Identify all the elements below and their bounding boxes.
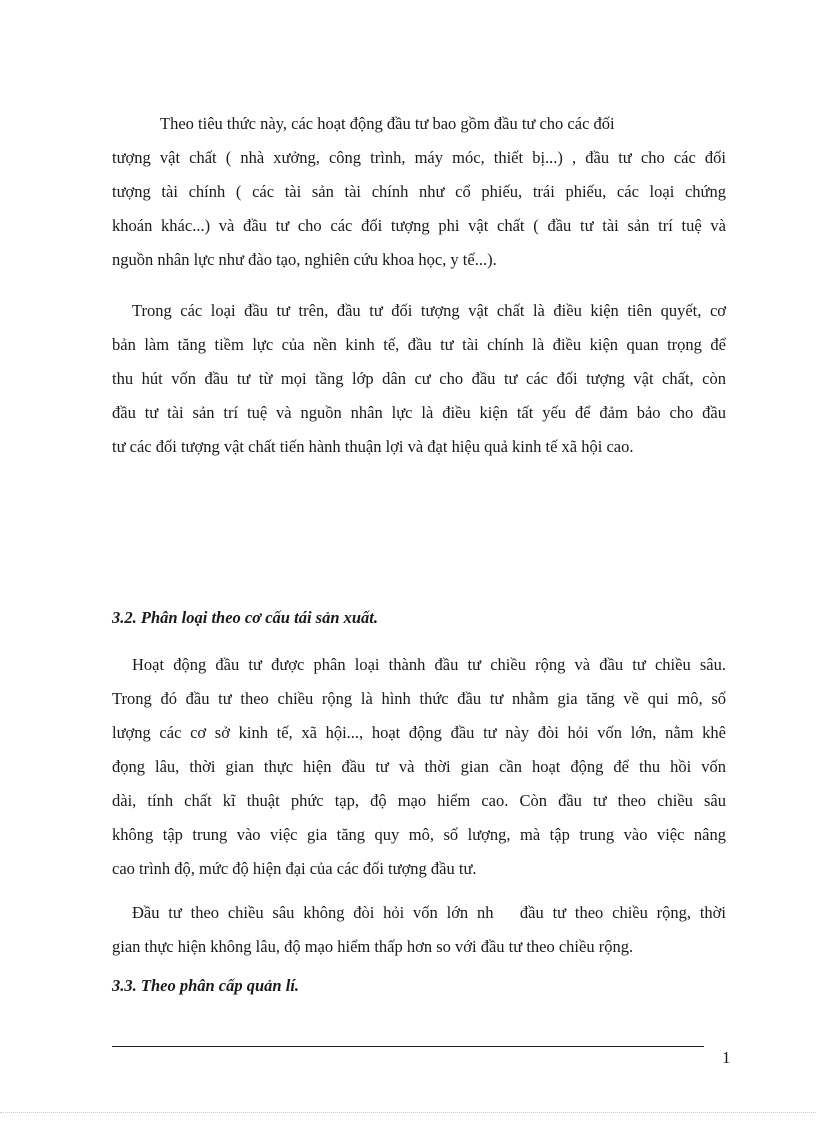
text-line: khoán khác...) và đầu tư cho các đối tượng phi vật chất ( đầu tư tài sản trí tuệ và: [112, 216, 726, 235]
text-line: tượng tài chính ( các tài sản tài chính như cổ phiếu, trái phiếu, các loại chứng: [112, 182, 726, 201]
text-line: Hoạt động đầu tư được phân loại thành đầu tư chiều rộng và đầu tư chiều sâu.: [132, 655, 726, 674]
paragraph-width-depth-investment: [112, 648, 726, 886]
paragraph-investment-priority: [112, 294, 726, 464]
text-line: nguồn nhân lực như đào tạo, nghiên cứu khoa học, y tế...).: [112, 250, 497, 269]
text-line: bản làm tăng tiềm lực của nền kinh tế, đầu tư tài chính là điều kiện quan trọng để: [112, 335, 726, 354]
text-line: không tập trung vào việc gia tăng quy mô, số lượng, mà tập trung vào việc nâng: [112, 825, 726, 844]
text-line: đọng lâu, thời gian thực hiện đầu tư và thời gian cần hoạt động để thu hồi vốn: [112, 757, 726, 776]
text-line: tư các đối tượng vật chất tiến hành thuận lợi và đạt hiệu quả kinh tế xã hội cao.: [112, 437, 634, 456]
section-heading-3-3: 3.3. Theo phân cấp quản lí.: [112, 976, 300, 995]
text-line: lượng các cơ sở kinh tế, xã hội..., hoạt động đầu tư này đòi hỏi vốn lớn, nằm khê: [112, 723, 726, 742]
footer-divider: [112, 1046, 704, 1047]
paragraph-depth-investment: [112, 896, 726, 964]
text-line: Trong các loại đầu tư trên, đầu tư đối tượng vật chất là điều kiện tiên quyết, cơ: [132, 301, 726, 320]
text-line: thu hút vốn đầu tư từ mọi tầng lớp dân cư cho đầu tư các đối tượng vật chất, còn: [112, 369, 726, 388]
text-line: Đầu tư theo chiều sâu không đòi hỏi vốn lớn nh đầu tư theo chiều rộng, thời: [132, 903, 726, 922]
text-line: Theo tiêu thức này, các hoạt động đầu tư bao gồm đầu tư cho các đối: [160, 114, 615, 133]
text-line: đầu tư tài sản trí tuệ và nguồn nhân lực là điều kiện tất yếu để đảm bảo cho đầu: [112, 403, 726, 422]
page-number: 1: [722, 1048, 731, 1067]
section-heading-3-2: 3.2. Phân loại theo cơ cấu tái sản xuất.: [112, 608, 379, 627]
text-line: tượng vật chất ( nhà xưởng, công trình, máy móc, thiết bị...) , đầu tư cho các đối: [112, 148, 726, 167]
text-line: gian thực hiện không lâu, độ mạo hiểm thấp hơn so với đầu tư theo chiều rộng.: [112, 937, 634, 956]
text-line: dài, tính chất kĩ thuật phức tạp, độ mạo hiểm cao. Còn đầu tư theo chiều sâu: [112, 791, 726, 810]
text-line: cao trình độ, mức độ hiện đại của các đối tượng đầu tư.: [112, 859, 477, 878]
paragraph-investment-objects: [112, 107, 726, 277]
text-line: Trong đó đầu tư theo chiều rộng là hình thức đầu tư nhằm gia tăng về qui mô, số: [112, 689, 726, 708]
page-bottom-border: [0, 1112, 816, 1113]
